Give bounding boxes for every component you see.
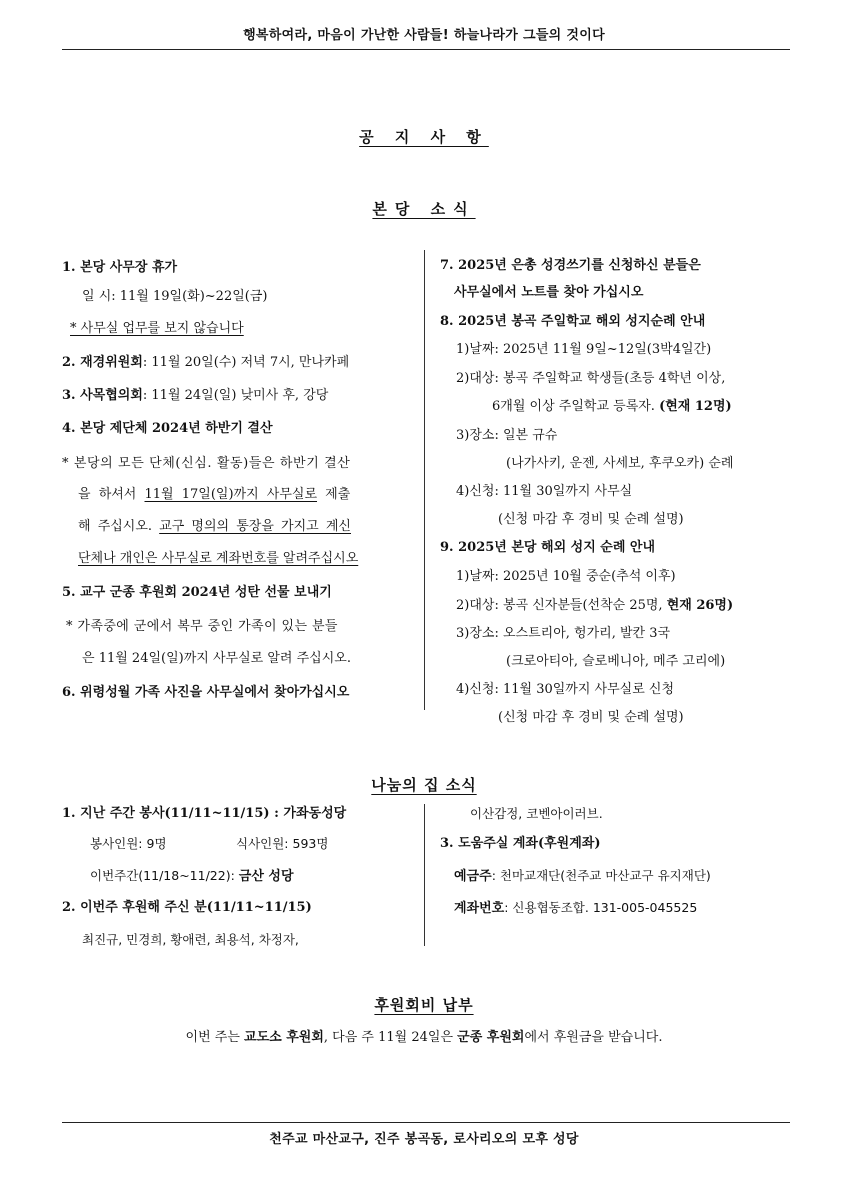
sharing-next-week: [90, 868, 294, 885]
column-divider: [424, 250, 425, 710]
item-1-note: * 사무실 업무를 보지 않습니다: [70, 321, 244, 336]
item-4-line-a: * 본당의 모든 단체(신심. 활동)들은 하반기 결산: [62, 456, 351, 471]
sharing-2-donors-cont: 이산감정, 코벤아이러브.: [470, 806, 603, 821]
sharing-column-divider: [424, 804, 425, 946]
item-7-line-b: 사무실에서 노트를 찾아 가십시오: [454, 285, 644, 300]
item-4-line-b: [78, 487, 350, 503]
sharing-next-week-parish: 금산 성당: [238, 869, 294, 884]
fee-text: [0, 1026, 848, 1045]
header-motto: 행복하여라, 마음이 가난한 사람들! 하늘나라가 그들의 것이다: [243, 28, 605, 43]
header-divider: [62, 49, 790, 50]
notice-title: 공 지 사 항: [359, 128, 489, 146]
item-4-line-b3: 제출: [317, 487, 351, 502]
item-6-title: 6. 위령성월 가족 사진을 사무실에서 찾아가십시오: [62, 685, 350, 700]
sharing-next-week-label: 이번주간(11/18~11/22):: [90, 868, 239, 883]
item-8-target-b: [492, 399, 732, 415]
sharing-depositor-value: : 천마교재단(천주교 마산교구 유지재단): [491, 868, 711, 883]
item-3: [62, 388, 328, 404]
fee-this-week: 교도소 후원회: [244, 1030, 324, 1045]
item-4-line-c1: 해 주십시오.: [78, 519, 160, 534]
item-4-title: 4. 본당 제단체 2024년 하반기 결산: [62, 421, 273, 436]
item-4-deadline: 11월 17일(일)까지 사무실로: [144, 487, 318, 502]
footer-divider: [62, 1122, 790, 1123]
item-5-line-b: 은 11월 24일(일)까지 사무실로 알려 주십시오.: [82, 651, 351, 666]
item-3-label: 3. 사목협의회: [62, 388, 143, 403]
item-9-title: 9. 2025년 본당 해외 성지 순례 안내: [440, 540, 656, 555]
item-5-title: 5. 교구 군종 후원회 2024년 성탄 선물 보내기: [62, 585, 332, 600]
item-8-date: 1)날짜: 2025년 11월 9일~12일(3박4일간): [456, 342, 712, 357]
item-9-place-b: (크로아티아, 슬로베니아, 메주 고리에): [506, 654, 726, 669]
fee-text-5: 에서 후원금을 받습니다.: [524, 1030, 663, 1045]
item-8-apply-b: (신청 마감 후 경비 및 순례 설명): [498, 512, 684, 527]
sharing-3-title: 3. 도움주실 계좌(후원계좌): [440, 836, 601, 851]
item-9-current-count: 현재 26명): [666, 598, 734, 613]
sharing-2-donors: 최진규, 민경희, 황애련, 최용석, 차정자,: [82, 932, 299, 947]
item-8-place-a: 3)장소: 일본 규슈: [456, 428, 558, 443]
item-7-line-a: 7. 2025년 은총 성경쓰기를 신청하신 분들은: [440, 258, 701, 273]
item-4-line-c: [78, 519, 351, 535]
parish-news-title: 본당 소식: [372, 200, 476, 218]
fee-text-1: 이번 주는: [185, 1030, 245, 1045]
sharing-title: 나눔의 집 소식: [371, 776, 477, 794]
item-1-title: 1. 본당 사무장 휴가: [62, 260, 178, 275]
sharing-volunteers: 봉사인원: 9명: [90, 836, 167, 851]
sharing-2-title: 2. 이번주 후원해 주신 분(11/11~11/15): [62, 900, 312, 915]
item-2: [62, 355, 349, 371]
sharing-account: [454, 900, 697, 917]
item-8-title: 8. 2025년 봉곡 주일학교 해외 성지순례 안내: [440, 314, 706, 329]
sharing-1-title: [62, 806, 346, 822]
sharing-depositor-label: 예금주: [454, 869, 492, 884]
item-4-line-b1: 을 하셔서: [78, 487, 145, 502]
item-9-date: 1)날짜: 2025년 10월 중순(추석 이후): [456, 569, 676, 584]
sharing-1-parish: 가좌동성당: [283, 806, 347, 821]
item-8-target-a: 2)대상: 봉곡 주일학교 학생들(초등 4학년 이상,: [456, 371, 726, 386]
fee-title: 후원회비 납부: [374, 996, 474, 1014]
footer-text: 천주교 마산교구, 진주 봉곡동, 로사리오의 모후 성당: [269, 1132, 579, 1147]
item-1-date: 일 시: 11월 19일(화)~22일(금): [82, 289, 268, 304]
sharing-depositor: [454, 868, 711, 885]
item-2-text: : 11월 20일(수) 저녁 7시, 만나카페: [142, 355, 350, 370]
item-8-apply-a: 4)신청: 11월 30일까지 사무실: [456, 484, 633, 499]
item-2-label: 2. 재경위원회: [62, 355, 143, 370]
item-8-place-b: (나가사키, 운젠, 사세보, 후쿠오카) 순례: [506, 456, 734, 471]
sharing-1-title-a: 1. 지난 주간 봉사(11/11~11/15) :: [62, 806, 284, 821]
item-9-target-a: 2)대상: 봉곡 신자분들(선착순 25명,: [456, 598, 667, 613]
fee-text-3: , 다음 주 11월 24일은: [323, 1030, 458, 1045]
item-9-target: [456, 598, 733, 614]
item-9-apply-a: 4)신청: 11월 30일까지 사무실로 신청: [456, 682, 675, 697]
item-5-line-a: * 가족중에 군에서 복무 중인 가족이 있는 분들: [66, 619, 338, 634]
item-3-text: : 11월 24일(일) 낮미사 후, 강당: [142, 388, 329, 403]
item-4-line-c2: 교구 명의의 통장을 가지고 계신: [159, 519, 351, 534]
sharing-meals: 식사인원: 593명: [236, 836, 329, 851]
item-8-target-b1: 6개월 이상 주일학교 등록자.: [492, 399, 660, 414]
sharing-account-label: 계좌번호: [454, 901, 505, 916]
item-9-place-a: 3)장소: 오스트리아, 헝가리, 발칸 3국: [456, 626, 671, 641]
item-4-line-d: 단체나 개인은 사무실로 계좌번호를 알려주십시오: [78, 551, 359, 566]
item-8-current-count: (현재 12명): [659, 399, 732, 414]
sharing-account-value: : 신용협동조합. 131-005-045525: [504, 900, 698, 915]
fee-next-week: 군종 후원회: [457, 1030, 525, 1045]
item-9-apply-b: (신청 마감 후 경비 및 순례 설명): [498, 710, 684, 725]
